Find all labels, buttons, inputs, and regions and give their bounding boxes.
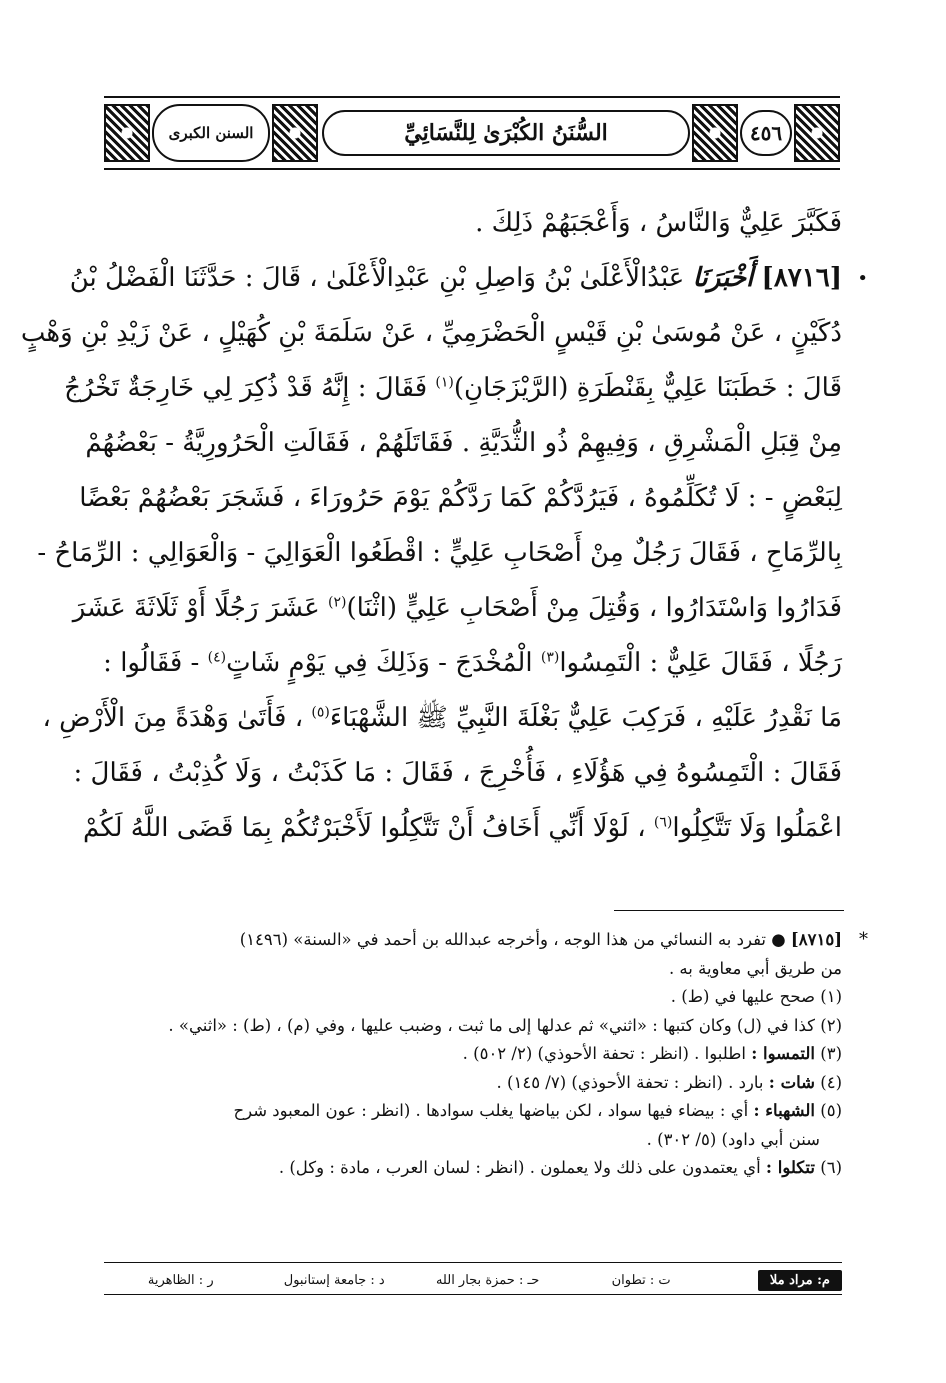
text-segment: الْمُخْدَجَ - وَذَلِكَ فِي يَوْمٍ شَاتٍ [226, 648, 533, 678]
ornament-right-inner [692, 104, 738, 162]
text-line-5: مِنْ قِبَلِ الْمَشْرِقِ ، وَفِيهِمْ ذُو الثُّدَيَّةِ . فَقَاتَلَهُمْ ، فَقَالَتِ الْحَرُورِيَّةُ - بَعْضُهُمْ [85, 428, 842, 458]
text-line-10 [42, 691, 842, 746]
manuscript-siglum: حـ : حمزة بجار الله [435, 1272, 540, 1288]
footnote-4 [104, 1069, 842, 1098]
footnote-text: بارد . (انظر : تحفة الأحوذي) (٧/ ١٤٥) . [496, 1072, 764, 1092]
text-line-6: لِبَعْضٍ - : لَا تُكَلِّمُوهُ ، فَيَرُدَّكُمْ كَمَا رَدَّكُمْ يَوْمَ حَرُورَاءَ ، فَشَجَرَ بَعْضُهُمْ بَعْضًا [79, 483, 842, 513]
footnote-text: اطلبوا . (انظر : تحفة الأحوذي) (٢/ ٥٠٢) . [462, 1044, 746, 1063]
book-title: السُّنَنُ الكُبْرَىٰ لِلنَّسَائِيِّ [322, 110, 690, 156]
footnote-number: (٤) [820, 1072, 842, 1092]
bottom-rule-top [104, 1262, 842, 1263]
footnote-mark-1: (١) [435, 374, 454, 391]
header-rule-bottom [104, 168, 840, 170]
footnote-mark-3: (٣) [540, 649, 560, 666]
text-segment: ، فَأَتَىٰ وَهْدَةً مِنَ الْأَرْضِ ، [42, 703, 304, 733]
footnote-number: (٥) [820, 1101, 842, 1120]
footnote-mark-5: (٥) [311, 704, 330, 721]
footnote-term: الشهباء : [753, 1101, 815, 1120]
text-line-3: دُكَيْنٍ ، عَنْ مُوسَىٰ بْنِ قَيْسٍ الْحَضْرَمِيِّ ، عَنْ سَلَمَةَ بْنِ كُهَيْلٍ ، عَنْ زَيْدِ بْنِ وَهْبٍ [20, 318, 842, 348]
ornament-left-inner [272, 104, 318, 162]
text-segment: - فَقَالُوا : [103, 648, 200, 678]
hadith-number: [٨٧١٦] [761, 263, 842, 293]
footnote-text: أي : بيضاء فيها سواد ، لكن بياضها يغلب سوادها . (انظر : عون المعبود شرح [233, 1101, 749, 1120]
akhbarana-word: أَخْبَرَنَا [692, 263, 754, 293]
footnote-mark-6: (٦) [653, 814, 673, 831]
text-segment: قَالَ : خَطَبَنَا عَلِيٌّ بِقَنْطَرَةِ (الرَّيْزَجَانِ) [453, 373, 842, 403]
page-number: ٤٥٦ [740, 110, 792, 156]
manuscript-siglum: د : جامعة إستانبول [283, 1272, 385, 1288]
footnote-text: أي يعتمدون على ذلك ولا يعملون . (انظر : لسان العرب ، مادة : وكل) . [278, 1158, 761, 1177]
footnote-3 [104, 1040, 842, 1069]
footnote-text: ● تفرد به النسائي من هذا الوجه ، وأخرجه عبدالله بن أحمد في «السنة» (١٤٩٦) [239, 930, 786, 949]
text-segment: مَا نَقْدِرُ عَلَيْهِ ، فَرَكِبَ عَلِيٌّ بَغْلَةَ النَّبِيِّ ﷺ الشَّهْبَاءَ [329, 703, 842, 733]
text-line-9 [104, 636, 842, 691]
text-segment: اعْمَلُوا وَلَا تَتَّكِلُوا [672, 813, 842, 843]
isnad-text: عَبْدُالْأَعْلَىٰ بْنُ وَاصِلِ بْنِ عَبْدِالْأَعْلَىٰ ، قَالَ : حَدَّثَنَا الْفَضْلُ بْنُ [69, 263, 685, 293]
footnote-5 [104, 1097, 842, 1126]
bottom-rule-bottom [104, 1294, 842, 1295]
ornament-right-outer [794, 104, 840, 162]
book-emblem: السنن الكبرى [152, 104, 270, 162]
text-segment: عَشَرَ رَجُلًا أَوْ ثَلَاثَةَ عَشَرَ [72, 593, 320, 623]
footnotes [104, 926, 868, 1183]
manuscript-siglum: ر : الظاهرية [147, 1272, 214, 1288]
text-segment: فَقَالَ : إِنَّهُ قَدْ ذُكِرَ لِي خَارِجَةٌ تَخْرُجُ [64, 373, 428, 403]
text-segment: فَدَارُوا وَاسْتَدَارُوا ، وَقُتِلَ مِنْ أَصْحَابِ عَلِيٍّ (اثْنَا) [346, 593, 842, 623]
manuscript-sigla-bar [104, 1267, 842, 1293]
ornament-left-outer [104, 104, 150, 162]
footnote-term: شات : [768, 1072, 815, 1092]
footnote-1: (١) صحح عليها في (ط) . [670, 987, 842, 1006]
text-line-2 [69, 251, 868, 306]
text-line-11: فَقَالَ : الْتَمِسُوهُ فِي هَؤُلَاءِ ، فَأُخْرِجَ ، فَقَالَ : مَا كَذَبْتُ ، وَلَا كُذِبْتُ ، فَقَالَ : [73, 758, 842, 788]
text-line-8 [72, 581, 842, 636]
star-icon: * [859, 929, 868, 950]
footnote-mark-2: (٢) [328, 594, 347, 611]
footnote-takhrij-cont: من طريق أبي معاوية به . [668, 958, 842, 978]
running-header [104, 100, 840, 166]
manuscript-siglum: ت : تطوان [611, 1272, 671, 1288]
text-line-12 [82, 801, 842, 856]
text-line-1: فَكَبَّرَ عَلِيٌّ وَالنَّاسُ ، وَأَعْجَبَهُمْ ذَلِكَ . [475, 208, 842, 238]
footnote-mark-4: (٤) [207, 649, 227, 666]
footnote-ref-id: [٨٧١٥] [790, 930, 842, 949]
manuscript-badge: م: مراد ملا [758, 1270, 842, 1291]
footnote-term: تتكلوا : [765, 1158, 815, 1177]
footnote-term: التمسوا : [751, 1044, 815, 1063]
text-line-4 [64, 361, 842, 416]
footnote-2: (٢) كذا في (ل) وكان كتبها : «اثني» ثم عدلها إلى ما ثبت ، وضبب عليها ، وفي (م) ، (ط) : «اثني» . [168, 1015, 842, 1035]
text-line-7: بِالرِّمَاحِ ، فَقَالَ رَجُلٌ مِنْ أَصْحَابِ عَلِيٍّ : اقْطَعُوا الْعَوَالِيَ - وَالْعَوَالِي : الرِّمَاحُ - [37, 538, 842, 568]
footnote-separator [614, 910, 844, 911]
header-rule-top [104, 96, 840, 98]
footnote-5-cont: سنن أبي داود) (٥/ ٣٠٢) . [646, 1129, 820, 1149]
main-text [20, 196, 868, 856]
footnote-number: (٦) [820, 1158, 842, 1177]
text-segment: رَجُلًا ، فَقَالَ عَلِيٌّ : الْتَمِسُوا [559, 648, 842, 678]
footnote-number: (٣) [820, 1044, 842, 1063]
footnote-takhrij [104, 926, 868, 955]
footnote-6 [104, 1154, 842, 1183]
bullet-icon: • [857, 268, 868, 289]
text-segment: ، لَوْلَا أَنِّي أَخَافُ أَنْ تَتَّكِلُوا لَأَخْبَرْتُكُمْ بِمَا قَضَى اللَّهُ لَكُمْ [82, 813, 646, 843]
